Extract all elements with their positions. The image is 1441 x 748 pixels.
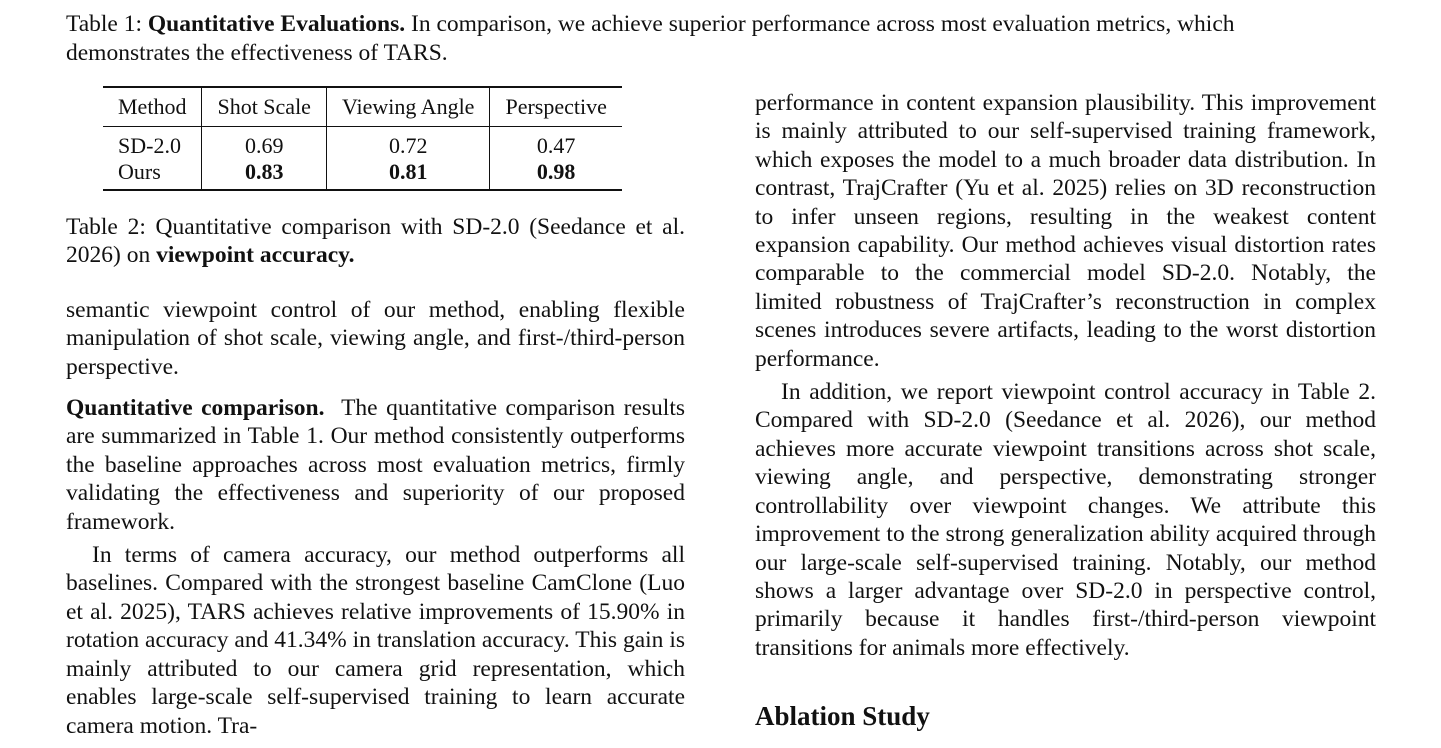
cell-method: SD-2.0 [118,133,181,158]
table1-caption [66,10,1376,67]
bold-value: 0.98 [536,159,576,184]
paragraph-continuation: semantic viewpoint control of our method, enabling flexible manipulation of shot scale, viewing angle, and first-/third-person perspective. [66,296,685,380]
paragraph-heading: Quantitative comparison. [66,395,325,422]
table-row [103,159,622,190]
table-row [103,127,622,160]
cell-shot-scale-bold [202,159,327,190]
table2-caption [66,213,685,270]
table1-caption-tail: demonstrates the effectiveness of TARS. [66,39,448,66]
cell-method: Ours [118,159,161,184]
table1-caption-title: Quantitative Evaluations. [147,11,406,37]
header-shot-scale: Shot Scale [202,87,327,127]
table-header-row [103,87,622,127]
content-expansion-paragraph: performance in content expansion plausibility. This improvement is mainly attributed to our self-supervised training framework, which exposes the model to a much broader data distribution. In contrast, TrajCrafter (Yu et al. 2025) relies on 3D reconstruction to infer unseen regions, resulting in the weakest content expansion capability. Our method achieves visual distortion rates comparable to the commercial model SD-2.0. Notably, the limited robustness of TrajCrafter’s reconstruction in complex scenes introduces severe artifacts, leading to the worst distortion performance. [755,90,1376,372]
header-perspective: Perspective [490,87,622,127]
right-column [755,89,1376,732]
cell-viewing-angle-bold [326,159,490,190]
table2-caption-bold: viewpoint accuracy. [156,242,355,269]
header-viewing-angle: Viewing Angle [326,87,490,127]
viewpoint-control-paragraph: In addition, we report viewpoint control accuracy in Table 2. Compared with SD-2.0 (Seedance et al. 2026), our method achieves more accurate viewpoint transitions across shot scale, viewing angle, and perspective, demonstrating stronger controllability over viewpoint changes. We attribute this improvement to the strong generalization ability acquired through our large-scale self-supervised training. Notably, our method shows a larger advantage over SD-2.0 in perspective control, primarily because it handles first-/third-person viewpoint transitions for animals more effectively. [755,379,1376,661]
table1-caption-text: In comparison, we achieve superior performance across most evaluation metrics, which [411,11,1235,37]
section-heading: Ablation Study [755,701,930,732]
bold-value: 0.81 [388,159,428,184]
bold-value: 0.83 [244,159,284,184]
header-method: Method [103,87,202,127]
camera-accuracy-paragraph: In terms of camera accuracy, our method outperforms all baselines. Compared with the strongest baseline CamClone (Luo et al. 2025), TARS achieves relative improvements of 15.90% in rotation accuracy and 41.34% in translation accuracy. This gain is mainly attributed to our camera grid representation, which enables large-scale self-supervised training to learn accurate camera motion. Tra- [66,542,685,739]
cell-perspective: 0.47 [490,127,622,160]
cell-perspective-bold [490,159,622,190]
quantitative-comparison-paragraph [66,394,685,536]
viewpoint-accuracy-table [103,86,622,191]
cell-viewing-angle: 0.72 [326,127,490,160]
paragraph-text: The quantitative comparison results are summarized in Table 1. Our method consistently outperforms the baseline approaches across most evaluation metrics, firmly validating the effectiveness and superiority of our proposed framework. [66,395,685,535]
table2-caption-text: Table 2: Quantitative comparison with SD-2.0 (Seedance et al. 2026) on [66,214,685,269]
left-column [66,86,685,740]
table1-caption-label: Table 1: [66,11,143,37]
cell-shot-scale: 0.69 [202,127,327,160]
